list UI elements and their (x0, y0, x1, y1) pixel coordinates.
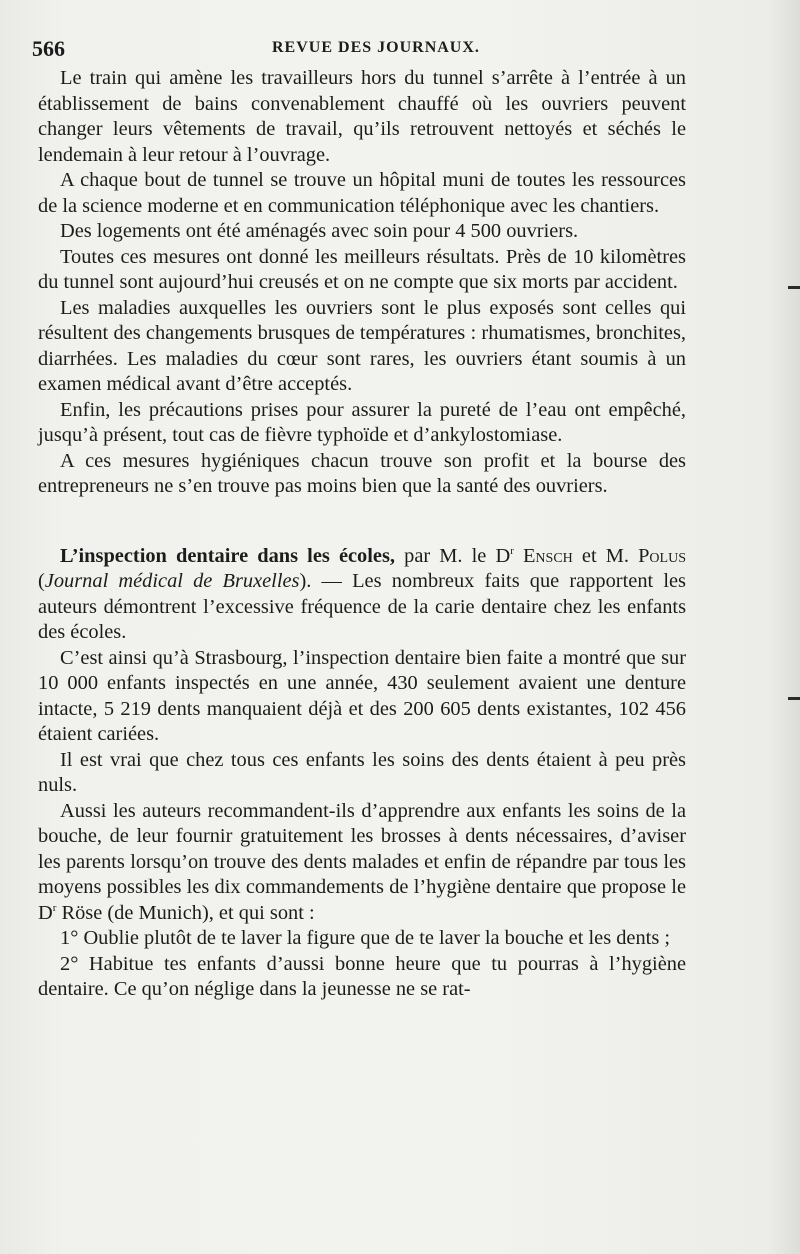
page-number: 566 (32, 36, 65, 61)
paragraph: A ces mesures hygiéniques chacun trouve son profit et la bourse des entrepreneurs ne s’en trouve pas moins bien que la santé des ouvriers. (38, 449, 686, 497)
article-title: L’inspection dentaire dans les écoles, (60, 544, 395, 567)
body-text (38, 66, 686, 1003)
margin-mark (788, 286, 800, 289)
paragraph: Toutes ces mesures ont donné les meilleurs résultats. Près de 10 kilomètres du tunnel sont aujourd’hui creusés et on ne compte que six morts par accident. (38, 245, 686, 293)
article-intro-text: Les nombreux faits que rapportent les auteurs démontrent l’excessive fréquence de la carie dentaire chez les enfants des écoles. (38, 570, 686, 643)
dr-superscript: r (52, 901, 57, 914)
author-ensch: Ensch (513, 544, 573, 567)
recommendation-text: Aussi les auteurs recommandent-ils d’apprendre aux enfants les soins de la bouche, de leur fournir gratuitement les brosses à dents nécessaires, d’aviser les parents lorsqu’on trouve des dents malades et enfin de répandre par tous les moyens possibles les dix commandements de l’hygiène dentaire que propose le D (38, 799, 686, 924)
commandment-1: 1° Oublie plutôt de te laver la figure que de te laver la bouche et les dents ; (60, 927, 671, 949)
journal-close: ). — (299, 570, 353, 592)
paragraph: Le train qui amène les travailleurs hors du tunnel s’arrête à l’entrée à un établissement de bains convenablement chauffé où les ouvriers peuvent changer leurs vêtements de travail, qu’ils retrouvent nettoyés et séchés le lendemain à leur retour à l’ouvrage. (38, 67, 686, 166)
recommendation-paragraph (38, 799, 686, 927)
section-gap (38, 500, 686, 544)
article-intro (38, 544, 686, 646)
article-by: par M. le D (395, 544, 511, 567)
paragraph: Les maladies auxquelles les ouvriers sont le plus exposés sont celles qui résultent des changements brusques de températures : rhumatismes, bronchites, diarrhées. Les maladies du cœur sont rares, les ouvriers étant soumis à un examen médical avant d’être acceptés. (38, 296, 686, 395)
paragraph: A chaque bout de tunnel se trouve un hôpital muni de toutes les ressources de la science moderne et en communication téléphonique avec les chantiers. (38, 169, 686, 217)
author-polus: Polus (638, 544, 686, 567)
paragraph: Il est vrai que chez tous ces enfants les soins des dents étaient à peu près nuls. (38, 748, 686, 796)
margin-mark (788, 697, 800, 700)
paragraph: Enfin, les précautions prises pour assurer la pureté de l’eau ont empêché, jusqu’à présent, tout cas de fièvre typhoïde et d’ankylostomiase. (38, 398, 686, 446)
dr-superscript: r (510, 544, 514, 557)
recommendation-rest: Röse (de Munich), et qui sont : (56, 901, 315, 924)
journal-name: Journal médical de Bruxelles (44, 570, 300, 592)
paragraph: C’est ainsi qu’à Strasbourg, l’inspection dentaire bien faite a montré que sur 10 000 enfants inspectés en une année, 430 seulement avaient une denture intacte, 5 219 dents manquaient déjà et des 200 605 dents existantes, 102 456 étaient cariées. (38, 646, 686, 745)
article-and: et M. (572, 544, 639, 567)
journal-open: ( (38, 570, 45, 592)
commandment-2: 2° Habitue tes enfants d’aussi bonne heure que tu pourras à l’hygiène dentaire. Ce qu’on néglige dans la jeunesse ne se rat- (38, 952, 686, 1000)
paragraph: Des logements ont été aménagés avec soin pour 4 500 ouvriers. (60, 220, 579, 242)
page-header (32, 36, 692, 64)
running-title: REVUE DES JOURNAUX. (272, 39, 480, 56)
